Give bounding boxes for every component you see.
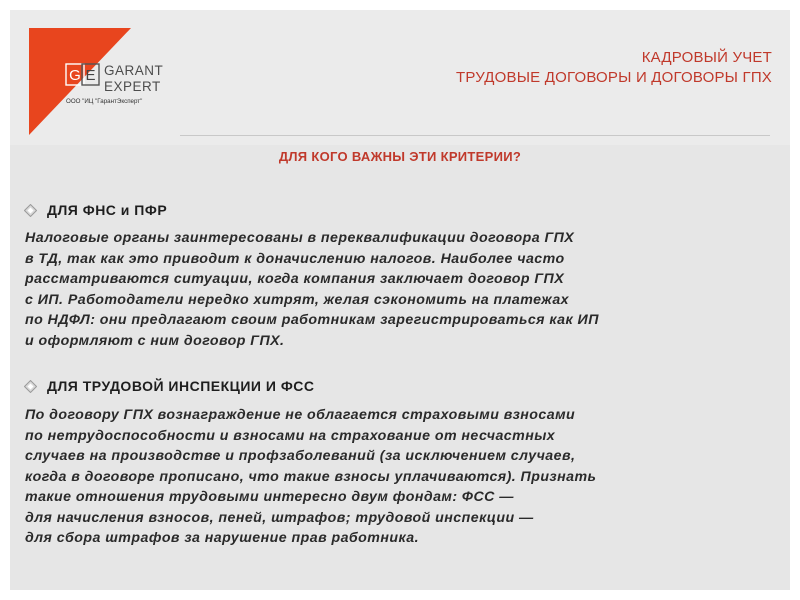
section-title-labor-fss — [24, 378, 315, 394]
criteria-subheading: ДЛЯ КОГО ВАЖНЫ ЭТИ КРИТЕРИИ? — [278, 149, 522, 164]
section-title-label: ДЛЯ ФНС и ПФР — [47, 202, 168, 218]
garant-expert-logo — [29, 28, 169, 135]
logo-company-name: ООО "ИЦ "ГарантЭксперт" — [66, 98, 143, 105]
section-title-fns-pfr — [24, 202, 167, 218]
logo-letter-g: G — [69, 67, 81, 84]
paragraph-line: и оформляют с ним договор ГПХ. — [25, 332, 285, 349]
paragraph-line: Налоговые органы заинтересованы в переквалификации договора ГПХ — [25, 230, 575, 246]
title-line-1: КАДРОВЫЙ УЧЕТ — [641, 49, 772, 66]
logo-letter-e: E — [85, 67, 96, 84]
paragraph-line: с ИП. Работодатели нередко хитрят, желая сэкономить на платежах — [25, 291, 570, 308]
paragraph-line: в ТД, так как это приводит к доначислению налогов. Наиболее часто — [25, 250, 565, 267]
slide-title — [456, 48, 772, 88]
paragraph-line: когда в договоре прописано, что такие взносы уплачиваются). Признать — [25, 468, 597, 485]
paragraph-line: такие отношения трудовыми интересно двум фондам: ФСС — — [25, 489, 514, 505]
paragraph-line: для сбора штрафов за нарушение прав работника. — [25, 530, 420, 546]
paragraph-line: рассматриваются ситуации, когда компания заключает договор ГПХ — [25, 271, 565, 287]
header-divider — [180, 135, 770, 136]
section-text-labor-fss — [25, 405, 785, 549]
paragraph-line: случаев на производстве и профзаболеваний (за исключением случаев, — [25, 448, 576, 464]
paragraph-line: по нетрудоспособности и взносами на страхование от несчастных — [25, 427, 556, 444]
paragraph-line: по НДФЛ: они предлагают своим работникам зарегистрироваться как ИП — [25, 312, 599, 328]
diamond-bullet-icon — [24, 204, 37, 217]
diamond-bullet-icon — [24, 380, 37, 393]
title-line-2: ТРУДОВЫЕ ДОГОВОРЫ И ДОГОВОРЫ ГПХ — [455, 69, 772, 86]
section-text-fns-pfr — [25, 228, 785, 351]
section-title-label: ДЛЯ ТРУДОВОЙ ИНСПЕКЦИИ И ФСС — [47, 378, 315, 394]
paragraph-line: для начисления взносов, пеней, штрафов; трудовой инспекции — — [25, 509, 534, 526]
logo-brand-line1: GARANT — [104, 63, 164, 78]
paragraph-line: По договору ГПХ вознаграждение не облагается страховыми взносами — [25, 407, 576, 423]
logo-brand-line2: EXPERT — [104, 79, 161, 94]
